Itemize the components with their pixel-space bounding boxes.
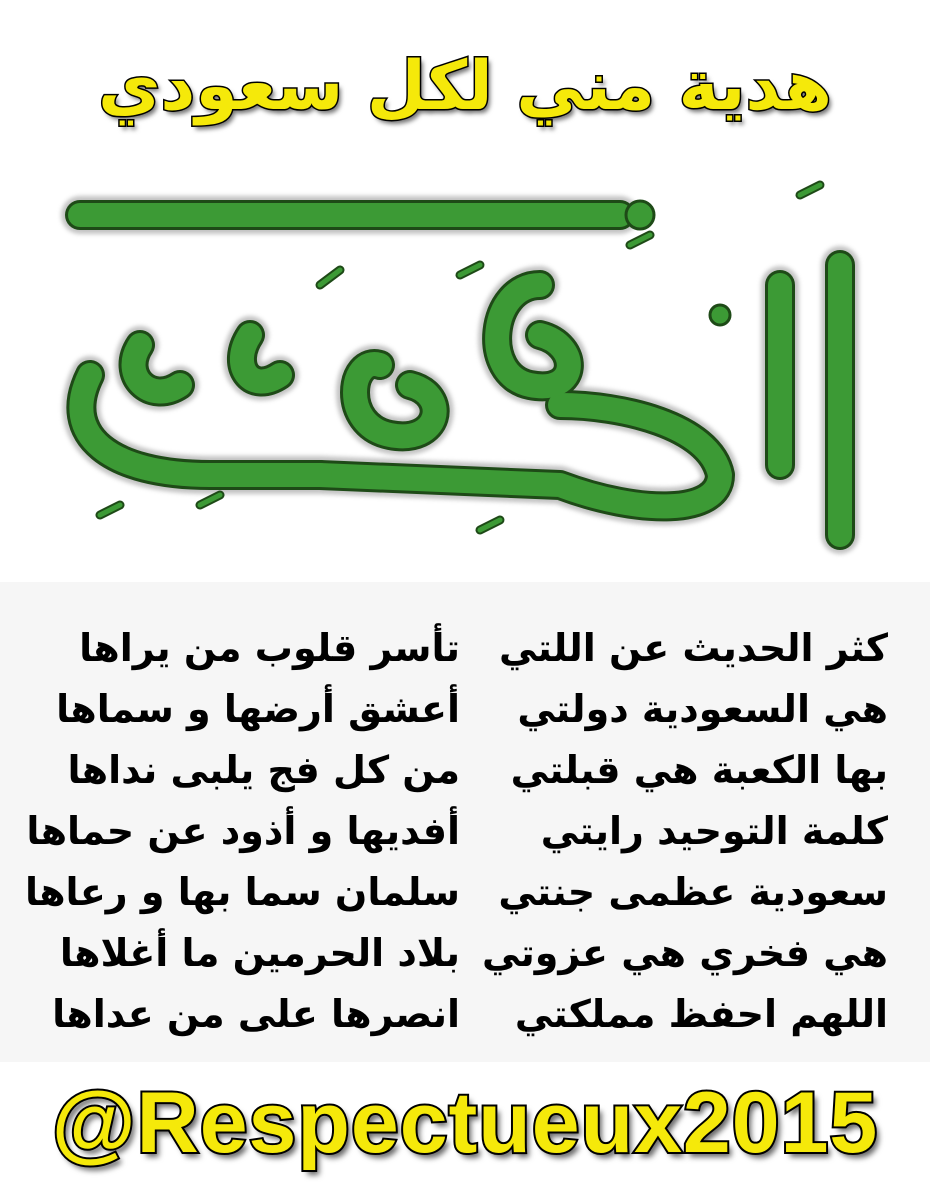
poem-line: من كل فج يلبى نداها <box>67 748 460 792</box>
poem-panel <box>0 582 930 1062</box>
poem-line: أعشق أرضها و سماها <box>56 687 460 731</box>
poem-line: كلمة التوحيد رايتي <box>540 809 888 853</box>
poem-left-column <box>20 618 460 1045</box>
poem-line: انصرها على من عداها <box>52 992 460 1036</box>
header-title: هدية مني لكل سعودي <box>98 47 832 126</box>
footer-handle: @Respectueux2015 <box>51 1075 879 1171</box>
poem-line: بلاد الحرمين ما أغلاها <box>59 931 460 975</box>
poem-line: هي السعودية دولتي <box>517 687 888 731</box>
poem-line: سعودية عظمى جنتي <box>498 870 888 914</box>
ana-saudi-calligraphy-logo <box>20 175 910 570</box>
poem-line: سلمان سما بها و رعاها <box>24 870 460 914</box>
poem-line: أفديها و أذود عن حماها <box>26 809 460 853</box>
poem-line: كثر الحديث عن اللتي <box>499 626 888 670</box>
poem-line: اللهم احفظ مملكتي <box>514 992 888 1036</box>
poem-line: هي فخري هي عزوتي <box>482 931 888 975</box>
poem-line: تأسر قلوب من يراها <box>79 626 460 670</box>
poem-line: بها الكعبة هي قبلتي <box>510 748 888 792</box>
poem-right-column <box>468 618 888 1045</box>
